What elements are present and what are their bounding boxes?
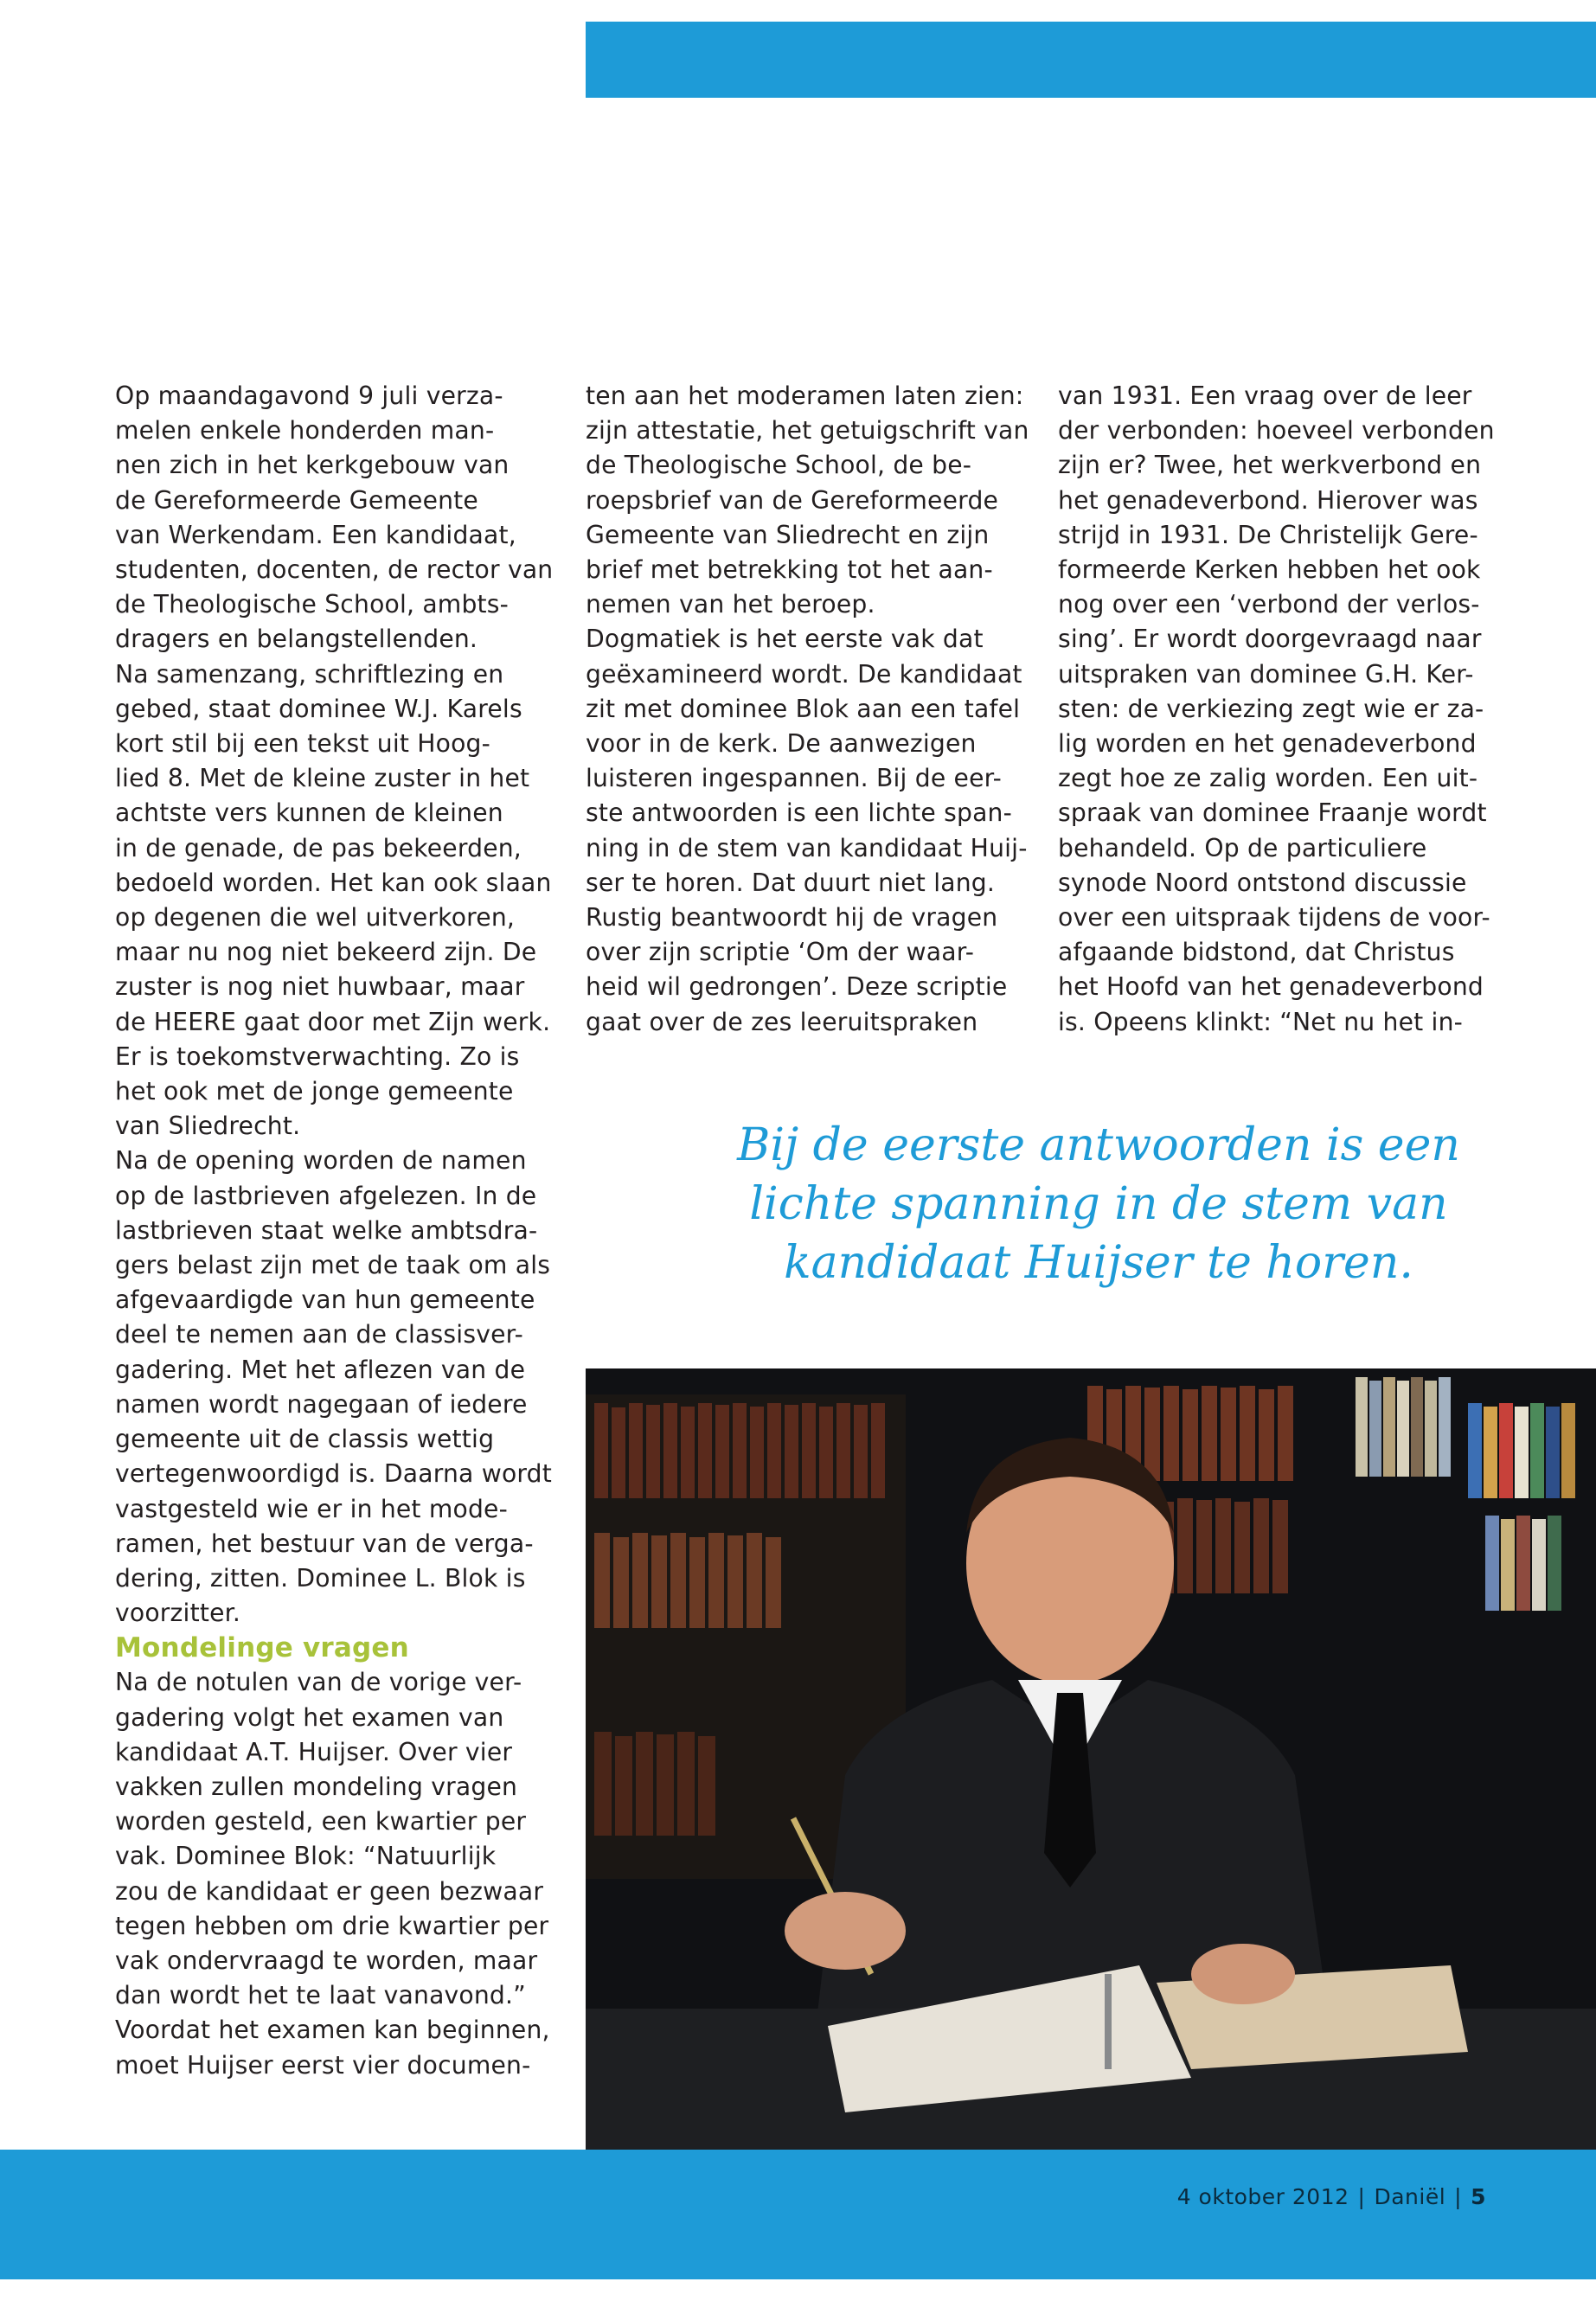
text-line: tegen hebben om drie kwartier per bbox=[115, 1911, 549, 1940]
text-line: de HEERE gaat door met Zijn werk. bbox=[115, 1007, 551, 1036]
text-line: is. Opeens klinkt: “Net nu het in- bbox=[1058, 1007, 1464, 1036]
text-line: afgevaardigde van hun gemeente bbox=[115, 1285, 535, 1315]
text-line: studenten, docenten, de rector van bbox=[115, 555, 554, 585]
bottom-color-bar bbox=[0, 2150, 1596, 2279]
text-line: synode Noord ontstond discussie bbox=[1058, 868, 1467, 897]
text-line: sing’. Er wordt doorgevraagd naar bbox=[1058, 625, 1482, 654]
text-line: vak ondervraagd te worden, maar bbox=[115, 1945, 538, 1975]
text-line: brief met betrekking tot het aan- bbox=[586, 555, 993, 585]
text-line: zuster is nog niet huwbaar, maar bbox=[115, 972, 525, 1002]
text-line: behandeld. Op de particuliere bbox=[1058, 833, 1427, 862]
body-text-col3 bbox=[1058, 379, 1508, 1040]
text-line: gaat over de zes leeruitspraken bbox=[586, 1007, 978, 1036]
text-line: strijd in 1931. De Christelijk Gere- bbox=[1058, 520, 1478, 549]
text-line: luisteren ingespannen. Bij de eer- bbox=[586, 764, 1002, 793]
text-line: nog over een ‘verbond der verlos- bbox=[1058, 590, 1480, 619]
photo-candidate-writing bbox=[586, 1368, 1596, 2150]
text-line: zijn attestatie, het getuigschrift van bbox=[586, 416, 1029, 445]
text-line: ser te horen. Dat duurt niet lang. bbox=[586, 868, 996, 897]
text-line: over een uitspraak tijdens de voor- bbox=[1058, 903, 1490, 933]
text-line: vakken zullen mondeling vragen bbox=[115, 1772, 518, 1801]
text-line: van Sliedrecht. bbox=[115, 1112, 301, 1141]
body-text-col2 bbox=[586, 379, 1035, 1040]
page-number: 5 bbox=[1471, 2184, 1486, 2209]
body-text-col1b bbox=[115, 1665, 565, 2082]
text-line: gemeente uit de classis wettig bbox=[115, 1425, 495, 1454]
text-line: kandidaat A.T. Huijser. Over vier bbox=[115, 1737, 513, 1766]
text-line: lastbrieven staat welke ambtsdra- bbox=[115, 1215, 538, 1245]
text-line: ste antwoorden is een lichte span- bbox=[586, 798, 1012, 828]
subheading-mondelinge-vragen: Mondelinge vragen bbox=[115, 1632, 409, 1664]
text-line: Na de opening worden de namen bbox=[115, 1146, 527, 1176]
text-line: Na samenzang, schriftlezing en bbox=[115, 659, 504, 689]
footer-separator-1: | bbox=[1357, 2184, 1366, 2209]
text-line: vak. Dominee Blok: “Natuurlijk bbox=[115, 1842, 497, 1871]
text-line: nen zich in het kerkgebouw van bbox=[115, 451, 510, 480]
text-line: het genadeverbond. Hierover was bbox=[1058, 485, 1478, 515]
text-line: de Gereformeerde Gemeente bbox=[115, 485, 478, 515]
text-line: kandidaat Huijser te horen. bbox=[784, 1237, 1413, 1289]
text-column-3 bbox=[1058, 379, 1508, 1040]
text-line: lig worden en het genadeverbond bbox=[1058, 729, 1477, 759]
text-line: van Werkendam. Een kandidaat, bbox=[115, 520, 516, 549]
text-line: Bij de eerste antwoorden is een bbox=[737, 1119, 1460, 1171]
text-line: bedoeld worden. Het kan ook slaan bbox=[115, 868, 552, 897]
text-line: op degenen die wel uitverkoren, bbox=[115, 903, 516, 933]
text-line: kort stil bij een tekst uit Hoog- bbox=[115, 729, 491, 759]
text-line: uitspraken van dominee G.H. Ker- bbox=[1058, 659, 1474, 689]
text-line: van 1931. Een vraag over de leer bbox=[1058, 381, 1472, 410]
text-line: gers belast zijn met de taak om als bbox=[115, 1251, 551, 1280]
text-line: ten aan het moderamen laten zien: bbox=[586, 381, 1024, 410]
footer-separator-2: | bbox=[1454, 2184, 1463, 2209]
footer-date: 4 oktober 2012 bbox=[1176, 2184, 1349, 2209]
text-line: zit met dominee Blok aan een tafel bbox=[586, 694, 1021, 723]
text-line: zijn er? Twee, het werkverbond en bbox=[1058, 451, 1482, 480]
text-line: maar nu nog niet bekeerd zijn. De bbox=[115, 938, 537, 967]
text-line: vertegenwoordigd is. Daarna wordt bbox=[115, 1459, 553, 1489]
text-line: gadering. Met het aflezen van de bbox=[115, 1355, 526, 1384]
photo-illustration bbox=[586, 1368, 1596, 2150]
text-line: roepsbrief van de Gereformeerde bbox=[586, 485, 999, 515]
text-line: Dogmatiek is het eerste vak dat bbox=[586, 625, 984, 654]
text-line: in de genade, de pas bekeerden, bbox=[115, 833, 522, 862]
text-line: voor in de kerk. De aanwezigen bbox=[586, 729, 977, 759]
text-line: melen enkele honderden man- bbox=[115, 416, 495, 445]
text-line: dering, zitten. Dominee L. Blok is bbox=[115, 1563, 526, 1593]
text-line: lichte spanning in de stem van bbox=[749, 1178, 1448, 1230]
footer-magazine: Daniël bbox=[1374, 2184, 1446, 2209]
text-line: sten: de verkiezing zegt wie er za- bbox=[1058, 694, 1484, 723]
text-line: ning in de stem van kandidaat Huij- bbox=[586, 833, 1028, 862]
text-line: het ook met de jonge gemeente bbox=[115, 1077, 514, 1106]
text-line: zou de kandidaat er geen bezwaar bbox=[115, 1876, 544, 1906]
top-color-bar bbox=[586, 22, 1596, 98]
text-line: dan wordt het te laat vanavond.” bbox=[115, 1981, 526, 2010]
text-line: op de lastbrieven afgelezen. In de bbox=[115, 1181, 537, 1210]
text-line: spraak van dominee Fraanje wordt bbox=[1058, 798, 1487, 828]
text-line: Voordat het examen kan beginnen, bbox=[115, 2016, 550, 2045]
text-line: Rustig beantwoordt hij de vragen bbox=[586, 903, 998, 933]
text-line: namen wordt nagegaan of iedere bbox=[115, 1389, 528, 1419]
text-line: de Theologische School, de be- bbox=[586, 451, 972, 480]
text-line: geëxamineerd wordt. De kandidaat bbox=[586, 659, 1022, 689]
text-line: Na de notulen van de vorige ver- bbox=[115, 1668, 522, 1697]
text-line: gebed, staat dominee W.J. Karels bbox=[115, 694, 522, 723]
text-line: de Theologische School, ambts- bbox=[115, 590, 510, 619]
text-line: Gemeente van Sliedrecht en zijn bbox=[586, 520, 990, 549]
text-line: heid wil gedrongen’. Deze scriptie bbox=[586, 972, 1008, 1002]
text-line: der verbonden: hoeveel verbonden bbox=[1058, 416, 1495, 445]
text-line: gadering volgt het examen van bbox=[115, 1702, 504, 1732]
text-line: voorzitter. bbox=[115, 1599, 240, 1628]
text-line: worden gesteld, een kwartier per bbox=[115, 1807, 527, 1836]
text-column-1 bbox=[115, 379, 565, 2083]
page-footer bbox=[1177, 2184, 1486, 2209]
pull-quote bbox=[640, 1116, 1557, 1292]
text-line: moet Huijser eerst vier documen- bbox=[115, 2050, 531, 2080]
text-line: Op maandagavond 9 juli verza- bbox=[115, 381, 503, 410]
text-line: dragers en belangstellenden. bbox=[115, 625, 478, 654]
text-line: het Hoofd van het genadeverbond bbox=[1058, 972, 1484, 1002]
text-line: Er is toekomstverwachting. Zo is bbox=[115, 1042, 520, 1071]
text-line: zegt hoe ze zalig worden. Een uit- bbox=[1058, 764, 1478, 793]
text-line: lied 8. Met de kleine zuster in het bbox=[115, 764, 530, 793]
text-line: deel te nemen aan de classisver- bbox=[115, 1320, 523, 1349]
text-line: nemen van het beroep. bbox=[586, 590, 875, 619]
text-line: ramen, het bestuur van de verga- bbox=[115, 1529, 534, 1558]
text-line: over zijn scriptie ‘Om der waar- bbox=[586, 938, 975, 967]
text-line: afgaande bidstond, dat Christus bbox=[1058, 938, 1455, 967]
text-line: vastgesteld wie er in het mode- bbox=[115, 1494, 508, 1523]
text-line: formeerde Kerken hebben het ook bbox=[1058, 555, 1481, 585]
text-column-2 bbox=[586, 379, 1035, 1040]
body-text-col1 bbox=[115, 379, 565, 1631]
text-line: achtste vers kunnen de kleinen bbox=[115, 798, 503, 828]
